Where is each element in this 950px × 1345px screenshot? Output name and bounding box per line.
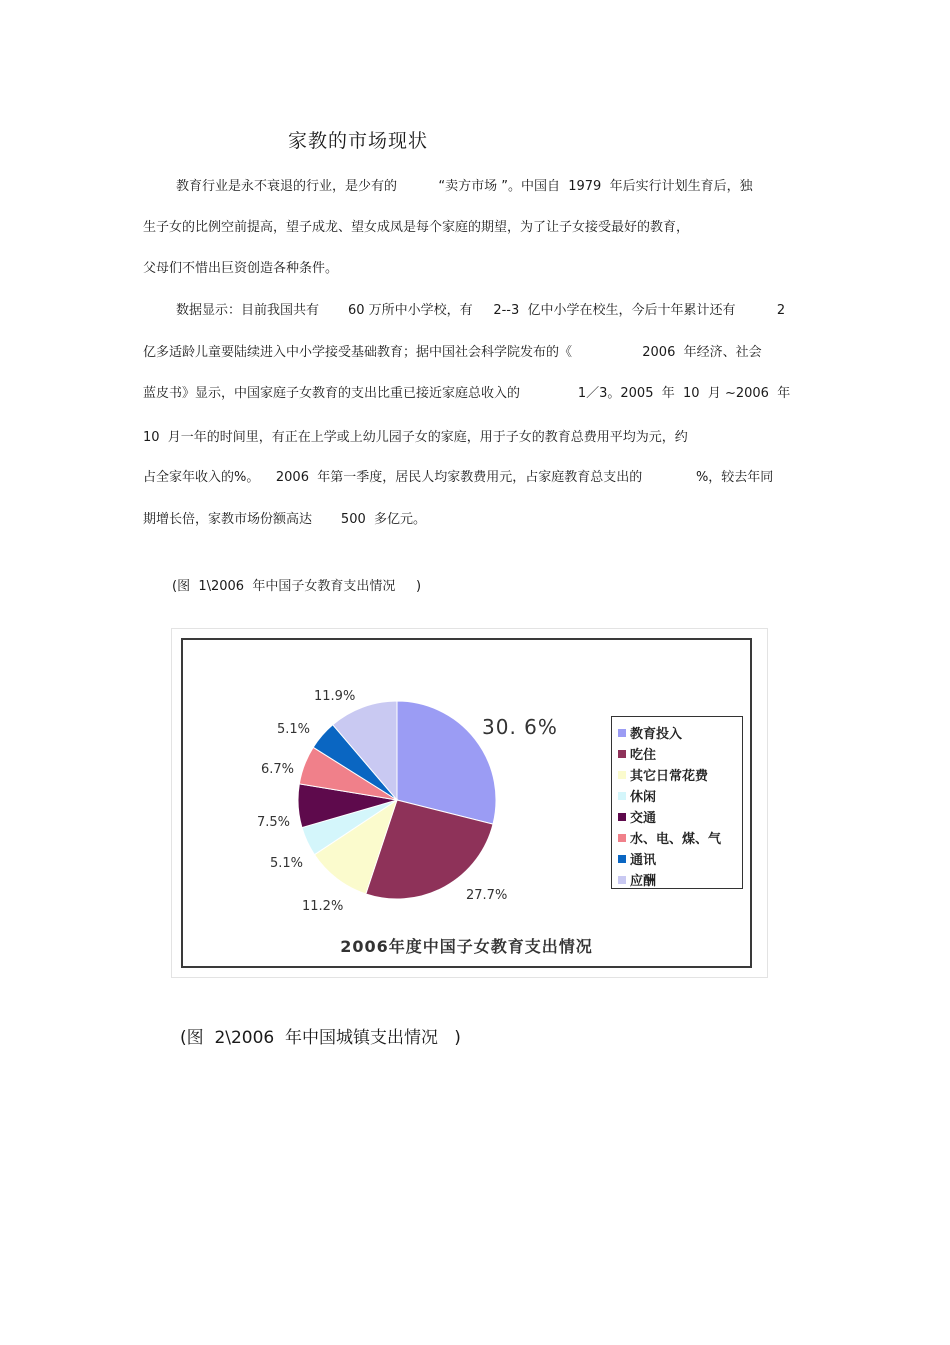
paragraph-line: 期增长倍，家教市场份额高达 500 多亿元。 [143, 512, 427, 527]
legend-swatch [618, 876, 626, 884]
paragraph-line: 占全家年收入的%。 2006 年第一季度，居民人均家教费用元，占家庭教育总支出的 %，较去年同 [143, 470, 774, 485]
figure-caption-1: (图 1\2006 年中国子女教育支出情况 ) [172, 579, 422, 594]
paragraph-line: 父母们不惜出巨资创造各种条件。 [143, 261, 339, 276]
document-title: 家教的市场现状 [288, 130, 429, 152]
legend-swatch [618, 771, 626, 779]
legend-item [618, 785, 742, 806]
legend-label: 交通 [630, 811, 657, 826]
slice-data-label: 7.5% [257, 815, 291, 830]
paragraph-line: 生子女的比例空前提高，望子成龙、望女成凤是每个家庭的期望，为了让子女接受最好的教育， [143, 220, 690, 235]
legend-item [618, 764, 742, 785]
paragraph-line: 教育行业是永不衰退的行业，是少有的 “卖方市场 ”。中国自 1979 年后实行计划生育后，独 [143, 179, 753, 194]
legend-swatch [618, 792, 626, 800]
figure-caption-2: (图 2\2006 年中国城镇支出情况 ) [180, 1028, 461, 1048]
slice-data-label: 30. 6% [482, 715, 558, 739]
paragraph-line: 蓝皮书》显示，中国家庭子女教育的支出比重已接近家庭总收入的 1／3。2005 年 10 月 ~2006 年 [143, 386, 791, 401]
legend-item [618, 743, 742, 764]
legend-label: 吃住 [630, 748, 657, 763]
legend-swatch [618, 750, 626, 758]
legend-item [618, 806, 742, 827]
paragraph-line: 数据显示：目前我国共有 60 万所中小学校，有 2--3 亿中小学在校生，今后十年累计还有 2 [143, 303, 786, 318]
legend-swatch [618, 813, 626, 821]
legend-swatch [618, 834, 626, 842]
legend-label: 通讯 [630, 853, 657, 868]
paragraph-line: 10 月一年的时间里，有正在上学或上幼儿园子女的家庭，用于子女的教育总费用平均为元，约 [143, 430, 688, 445]
paragraph-line: 亿多适龄儿童要陆续进入中小学接受基础教育；据中国社会科学院发布的《 2006 年经济、社会 [143, 345, 762, 360]
slice-data-label: 5.1% [277, 722, 311, 737]
legend-label: 教育投入 [630, 727, 683, 742]
chart-title: 2006年度中国子女教育支出情况 [340, 937, 593, 956]
legend-label: 其它日常花费 [630, 769, 709, 784]
slice-data-label: 5.1% [270, 856, 304, 871]
slice-data-label: 27.7% [466, 888, 508, 903]
legend-swatch [618, 855, 626, 863]
legend-swatch [618, 729, 626, 737]
slice-data-label: 6.7% [261, 762, 295, 777]
legend-item [618, 827, 742, 848]
legend-label: 休闲 [630, 790, 657, 805]
legend-label: 应酬 [630, 874, 657, 889]
legend-item [618, 848, 742, 869]
legend-item [618, 869, 742, 890]
legend-item [618, 722, 742, 743]
legend-label: 水、电、煤、气 [630, 832, 722, 847]
slice-data-label: 11.9% [314, 689, 356, 704]
legend [611, 716, 743, 889]
slice-data-label: 11.2% [302, 899, 344, 914]
